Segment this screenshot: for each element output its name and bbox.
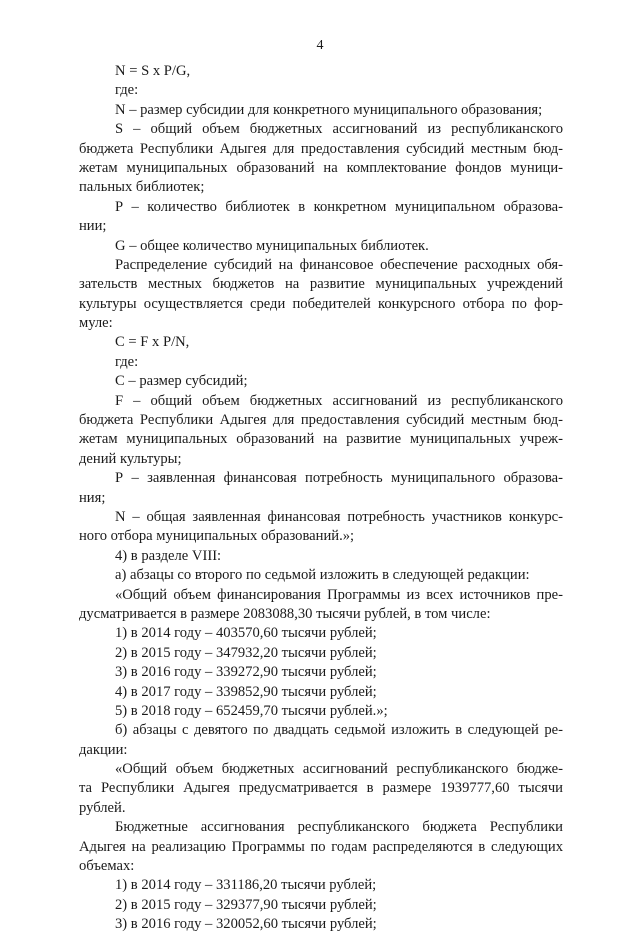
text-line: 2) в 2015 году – 347932,20 тысячи рублей; xyxy=(115,644,377,661)
text-line: 5) в 2018 году – 652459,70 тысячи рублей.»; xyxy=(115,702,388,719)
text-line: Адыгея на реализацию Программы по годам распределяются в следующих xyxy=(79,838,563,855)
text-line: N – размер субсидии для конкретного муниципального образования; xyxy=(115,101,543,118)
text-line: пальных библиотек; xyxy=(79,179,205,196)
text-line: Бюджетные ассигнования республиканского бюджета Республики xyxy=(115,819,563,836)
text-line: C = F x P/N, xyxy=(115,334,190,351)
text-line: 4) в разделе VIII: xyxy=(115,547,222,564)
text-line: бюджета Республики Адыгея для предоставления субсидий местным бюд- xyxy=(79,140,563,157)
text-line: S – общий объем бюджетных ассигнований из республиканского xyxy=(115,121,563,138)
text-line: «Общий объем бюджетных ассигнований республиканского бюдже- xyxy=(115,761,563,778)
text-line: 3) в 2016 году – 339272,90 тысячи рублей; xyxy=(115,664,377,681)
text-line: 4) в 2017 году – 339852,90 тысячи рублей; xyxy=(115,683,377,700)
text-line: дений культуры; xyxy=(79,450,182,467)
text-line: зательств местных бюджетов на развитие муниципальных учреждений xyxy=(79,276,563,293)
text-line: Р – количество библиотек в конкретном муниципальном образова- xyxy=(115,198,563,215)
text-line: ного отбора муниципальных образований.»; xyxy=(79,528,355,545)
text-line: та Республики Адыгея предусматривается в размере 1939777,60 тысячи xyxy=(79,780,563,797)
text-line: N – общая заявленная финансовая потребность участников конкурс- xyxy=(115,508,563,525)
text-line: где: xyxy=(115,82,139,99)
text-line: С – размер субсидий; xyxy=(115,373,248,390)
text-line: бюджета Республики Адыгея для предоставления субсидий местным бюд- xyxy=(79,412,563,429)
document-body xyxy=(79,62,563,935)
text-line: где: xyxy=(115,353,139,370)
text-line: 3) в 2016 году – 320052,60 тысячи рублей; xyxy=(115,916,377,933)
text-line: муле: xyxy=(79,315,113,332)
text-line: а) абзацы со второго по седьмой изложить в следующей редакции: xyxy=(115,567,530,584)
text-line: G – общее количество муниципальных библиотек. xyxy=(115,237,429,254)
text-line: б) абзацы с девятого по двадцать седьмой изложить в следующей ре- xyxy=(115,722,563,739)
text-line: Распределение субсидий на финансовое обеспечение расходных обя- xyxy=(115,256,563,273)
text-line: Р – заявленная финансовая потребность муниципального образова- xyxy=(115,470,563,487)
text-line: дусматривается в размере 2083088,30 тысячи рублей, в том числе: xyxy=(79,605,491,622)
text-line: дакции: xyxy=(79,741,128,758)
text-line: жетам муниципальных образований на комплектование фондов муници- xyxy=(79,159,563,176)
text-line: 1) в 2014 году – 331186,20 тысячи рублей; xyxy=(115,877,377,894)
text-line: «Общий объем финансирования Программы из всех источников пре- xyxy=(115,586,563,603)
text-line: рублей. xyxy=(79,799,126,816)
text-line: жетам муниципальных образований на развитие муниципальных учреж- xyxy=(79,431,563,448)
text-line: ния; xyxy=(79,489,106,506)
text-line: N = S x P/G, xyxy=(115,63,191,79)
text-line: культуры осуществляется среди победителей конкурсного отбора по фор- xyxy=(79,295,563,312)
text-line: нии; xyxy=(79,218,107,235)
text-line: 1) в 2014 году – 403570,60 тысячи рублей; xyxy=(115,625,377,642)
text-line: 2) в 2015 году – 329377,90 тысячи рублей; xyxy=(115,896,377,913)
text-line: F – общий объем бюджетных ассигнований из республиканского xyxy=(115,392,563,409)
text-line: объемах: xyxy=(79,858,135,875)
page-number: 4 xyxy=(316,38,324,53)
